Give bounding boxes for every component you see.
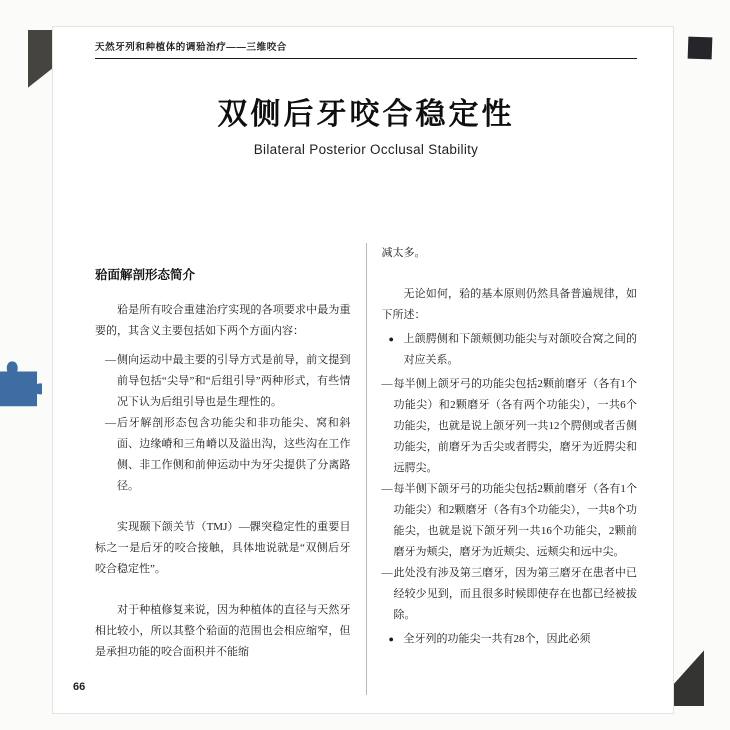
scan-artifact-top-right — [688, 37, 713, 60]
chapter-subtitle-english: Bilateral Posterior Occlusal Stability — [253, 142, 479, 157]
dash-marker: — — [381, 483, 393, 495]
dash-list-item — [382, 479, 638, 563]
bullet-list-item — [382, 629, 638, 650]
paragraph-tmj: 实现颞下颌关节（TMJ）—髁突稳定性的重要目标之一是后牙的咬合接触，具体地说就是“双侧后牙咬合稳定性”。 — [95, 521, 351, 575]
left-column — [95, 243, 366, 695]
running-header-text: 天然牙列和种植体的调𬌗治疗——三维咬合 — [95, 42, 287, 53]
page-content — [95, 27, 637, 695]
bullet-marker: ● — [388, 634, 394, 644]
book-page — [52, 26, 674, 714]
bullet-item-text: 上颌腭侧和下颌颊侧功能尖与对颌咬合窝之间的对应关系。 — [403, 333, 637, 366]
right-column — [367, 243, 638, 695]
paragraph-intro: 𬌗是所有咬合重建治疗实现的各项要求中最为重要的，其含义主要包括如下两个方面内容： — [95, 304, 351, 337]
puzzle-piece-icon — [0, 350, 42, 408]
dash-list-item — [95, 413, 351, 497]
two-column-text-layout — [95, 243, 637, 695]
page-number: 66 — [73, 681, 86, 693]
dash-item-text: 后牙解剖形态包含功能尖和非功能尖、窝和斜面、边缘嵴和三角嵴以及溢出沟，这些沟在工作侧、非工作侧和前伸运动中为牙尖提供了分离路径。 — [117, 417, 351, 492]
bullet-item-text: 全牙列的功能尖一共有28个，因此必须 — [403, 633, 591, 645]
dash-list-item — [382, 563, 638, 626]
dash-list-item — [95, 350, 351, 413]
header-rule — [95, 58, 637, 59]
dash-marker: — — [105, 354, 116, 366]
running-header — [95, 39, 637, 53]
paragraph-implant: 对于种植修复来说，因为种植体的直径与天然牙相比较小，所以其整个𬌗面的范围也会相应缩窄，但是承担功能的咬合面积并不能缩 — [95, 604, 351, 658]
chapter-title: 双侧后牙咬合稳定性 — [217, 98, 515, 131]
section-heading: 𬌗面解剖形态简介 — [95, 268, 196, 282]
bullet-list-item — [382, 329, 638, 371]
dash-item-text: 此处没有涉及第三磨牙，因为第三磨牙在患者中已经较少见到，而且很多时候即使存在也都已经被拔除。 — [393, 567, 637, 621]
dash-marker: — — [105, 417, 116, 429]
dash-item-text: 侧向运动中最主要的引导方式是前导，前文提到前导包括“尖导”和“后组引导”两种形式，有些情况下认为后组引导也是生理性的。 — [117, 354, 351, 408]
dash-item-text: 每半侧下颌牙弓的功能尖包括2颗前磨牙（各有1个功能尖）和2颗磨牙（各有3个功能尖），一共8个功能尖，也就是说下颌牙列一共16个功能尖，2颗前磨牙为颊尖，磨牙为近颊尖、远颊尖和远中尖。 — [393, 483, 637, 558]
paragraph-rules-intro: 无论如何，𬌗的基本原则仍然具备普遍规律，如下所述： — [381, 288, 637, 321]
dash-item-text: 每半侧上颌牙弓的功能尖包括2颗前磨牙（各有1个功能尖）和2颗磨牙（各有两个功能尖），一共6个功能尖，也就是说上颌牙列一共12个腭侧或者舌侧功能尖，前磨牙为舌尖或者腭尖，磨牙为近腭尖和远腭尖。 — [393, 378, 637, 474]
dash-list-item — [382, 374, 638, 479]
dash-marker: — — [381, 378, 393, 390]
dash-marker: — — [381, 567, 393, 579]
bullet-marker: ● — [388, 334, 394, 344]
paragraph-continuation: 减太多。 — [381, 247, 426, 259]
